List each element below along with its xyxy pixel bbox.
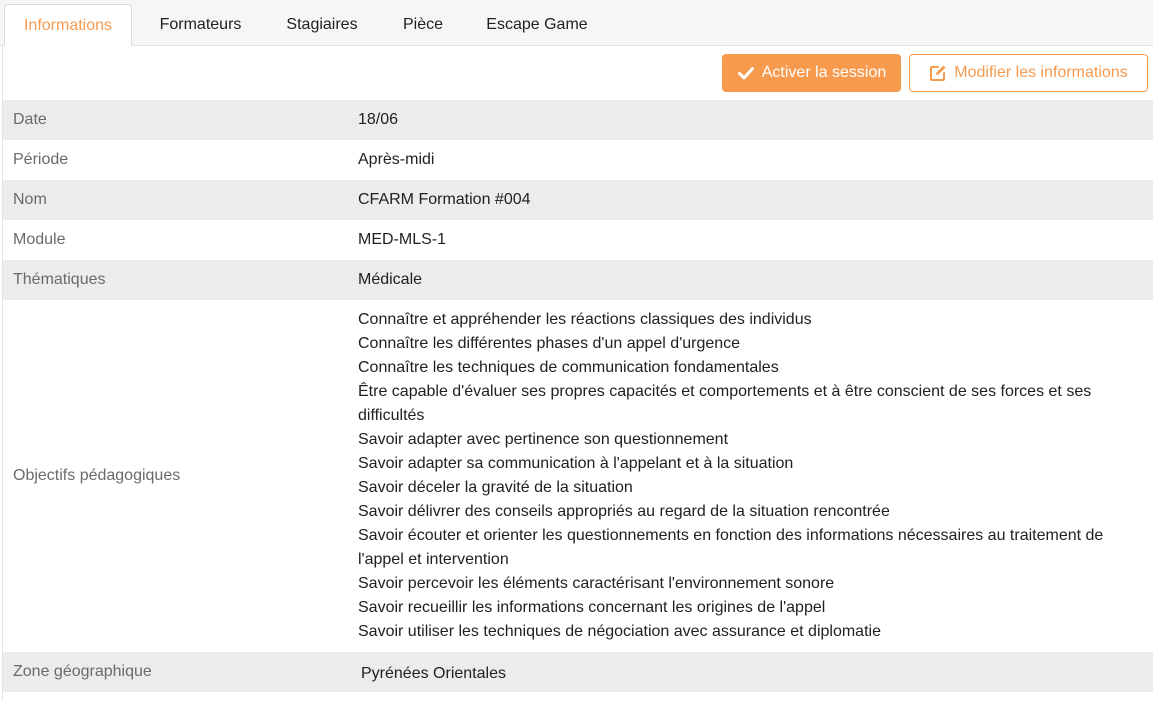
objectif-item: Connaître et appréhender les réactions classiques des individus bbox=[358, 311, 812, 328]
objectif-item: Savoir écouter et orienter les questionnements en fonction des informations nécessaires au traitement de l'appel et intervention bbox=[358, 527, 1104, 568]
objectifs-label: Objectifs pédagogiques bbox=[13, 467, 181, 484]
objectif-item: Savoir délivrer des conseils appropriés au regard de la situation rencontrée bbox=[358, 503, 890, 520]
date-value: 18/06 bbox=[358, 111, 399, 128]
detail-row-periode bbox=[3, 140, 1153, 180]
module-label: Module bbox=[13, 231, 66, 248]
objectif-item: Être capable d'évaluer ses propres capacités et comportements et à être conscient de ses forces et ses difficultés bbox=[358, 383, 1092, 424]
tab-bar bbox=[0, 0, 1153, 46]
objectif-item: Connaître les techniques de communication fondamentales bbox=[358, 359, 779, 376]
objectif-item: Savoir déceler la gravité de la situation bbox=[358, 479, 633, 496]
check-icon bbox=[737, 64, 755, 82]
periode-value: Après-midi bbox=[358, 151, 435, 168]
objectif-item: Savoir utiliser les techniques de négociation avec assurance et diplomatie bbox=[358, 623, 881, 640]
objectif-item: Savoir adapter sa communication à l'appelant et à la situation bbox=[358, 455, 794, 472]
tab-formateurs[interactable]: Formateurs bbox=[159, 16, 242, 33]
detail-row-date bbox=[3, 100, 1153, 140]
nom-label: Nom bbox=[13, 191, 47, 208]
objectif-item: Savoir percevoir les éléments caractérisant l'environnement sonore bbox=[358, 575, 835, 592]
session-details-table bbox=[3, 100, 1153, 692]
objectif-item: Savoir recueillir les informations concernant les origines de l'appel bbox=[358, 599, 826, 616]
periode-label: Période bbox=[13, 151, 69, 168]
zone-label: Zone géographique bbox=[13, 663, 152, 680]
thematiques-value: Médicale bbox=[358, 271, 423, 288]
tab-escape-game[interactable]: Escape Game bbox=[486, 16, 588, 33]
activate-session-label: Activer la session bbox=[761, 64, 887, 81]
edit-information-button[interactable] bbox=[909, 54, 1148, 92]
detail-row-zone bbox=[3, 652, 1153, 692]
nom-value: CFARM Formation #004 bbox=[358, 191, 531, 208]
activate-session-button[interactable] bbox=[722, 54, 901, 92]
objectif-item: Savoir adapter avec pertinence son questionnement bbox=[358, 431, 729, 448]
thematiques-label: Thématiques bbox=[13, 271, 106, 288]
detail-row-thematiques bbox=[3, 260, 1153, 300]
module-value: MED-MLS-1 bbox=[358, 231, 447, 248]
date-label: Date bbox=[13, 111, 47, 128]
objectif-item: Connaître les différentes phases d'un appel d'urgence bbox=[358, 335, 741, 352]
zone-value: Pyrénées Orientales bbox=[361, 665, 506, 682]
detail-row-module bbox=[3, 220, 1153, 260]
detail-row-objectifs bbox=[3, 300, 1153, 652]
tab-stagiaires[interactable]: Stagiaires bbox=[286, 16, 358, 33]
tab-content bbox=[2, 46, 1153, 701]
detail-row-nom bbox=[3, 180, 1153, 220]
tab-informations[interactable]: Informations bbox=[4, 4, 132, 47]
edit-icon bbox=[929, 64, 947, 82]
objectifs-list bbox=[358, 300, 1153, 652]
tab-piece[interactable]: Pièce bbox=[402, 16, 444, 33]
edit-information-label: Modifier les informations bbox=[954, 64, 1128, 81]
